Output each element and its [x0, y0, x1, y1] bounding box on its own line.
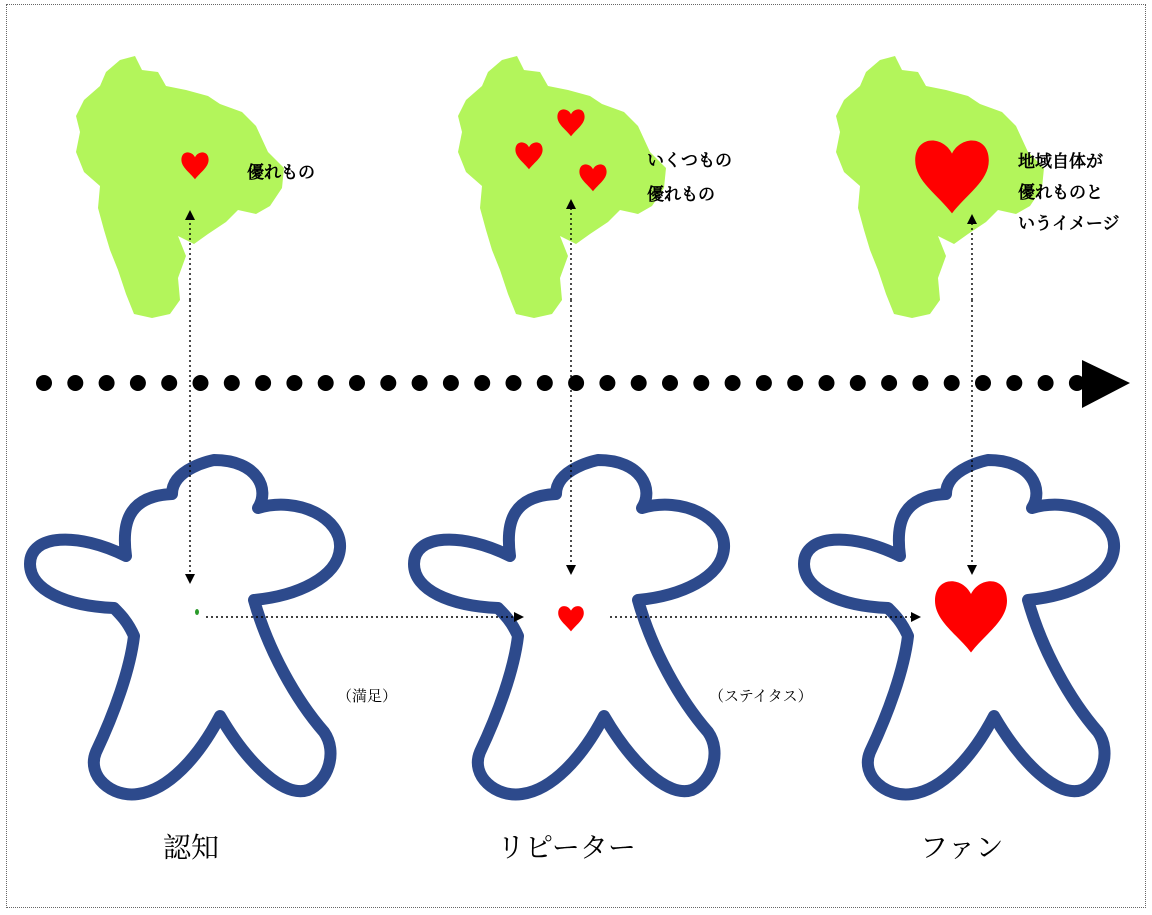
transition-label-satisfaction: （満足）: [337, 687, 398, 705]
timeline-dot: [318, 375, 334, 391]
map-3-line-2: 優れものと: [1018, 183, 1103, 203]
stage-label-fan: ファン: [920, 831, 1004, 864]
timeline-dot: [255, 375, 271, 391]
timeline-dot: [819, 375, 835, 391]
timeline-dot: [443, 375, 459, 391]
timeline-dot: [506, 375, 522, 391]
map-2-line-2: 優れもの: [647, 185, 715, 205]
timeline-dot: [1038, 375, 1054, 391]
timeline-dot: [599, 375, 615, 391]
stage-label-awareness: 認知: [163, 831, 220, 864]
timeline-dot: [912, 375, 928, 391]
timeline-dot: [193, 375, 209, 391]
timeline-dot: [474, 375, 490, 391]
timeline-dot: [850, 375, 866, 391]
timeline-dot: [161, 375, 177, 391]
timeline-dot: [380, 375, 396, 391]
map-2-line-1: いくつもの: [647, 151, 732, 171]
map-2: [458, 56, 666, 318]
timeline-dot: [944, 375, 960, 391]
timeline-dot: [1006, 375, 1022, 391]
timeline-dot: [631, 375, 647, 391]
transition-label-status: （ステイタス）: [709, 687, 813, 705]
map-3-line-3: いうイメージ: [1018, 214, 1120, 234]
timeline-dot: [756, 375, 772, 391]
timeline-dot: [568, 375, 584, 391]
timeline-dot: [693, 375, 709, 391]
map-1-line-1: 優れもの: [247, 163, 315, 183]
timeline-arrowhead: [1082, 360, 1130, 408]
timeline-dot: [349, 375, 365, 391]
map-1-label: [247, 156, 315, 190]
timeline-dot: [725, 375, 741, 391]
timeline-dot: [36, 375, 52, 391]
figure-3-heart: [935, 581, 1007, 652]
timeline-dots: [36, 375, 1085, 391]
timeline-dot: [224, 375, 240, 391]
stage-label-repeater: リピーター: [497, 831, 636, 864]
figure-awareness: [30, 460, 340, 794]
timeline-dot: [975, 375, 991, 391]
timeline-dot: [130, 375, 146, 391]
timeline-dot: [787, 375, 803, 391]
figure-1-seed: [195, 609, 199, 615]
timeline-dot: [537, 375, 553, 391]
map-3-line-1: 地域自体が: [1018, 152, 1103, 172]
timeline-dot: [662, 375, 678, 391]
timeline-dot: [286, 375, 302, 391]
timeline-dot: [99, 375, 115, 391]
timeline-dot: [67, 375, 83, 391]
timeline-dot: [881, 375, 897, 391]
timeline-dot: [412, 375, 428, 391]
map-3-label: [1018, 147, 1120, 240]
figure-2-heart: [558, 606, 584, 631]
map-2-label: [647, 144, 732, 212]
